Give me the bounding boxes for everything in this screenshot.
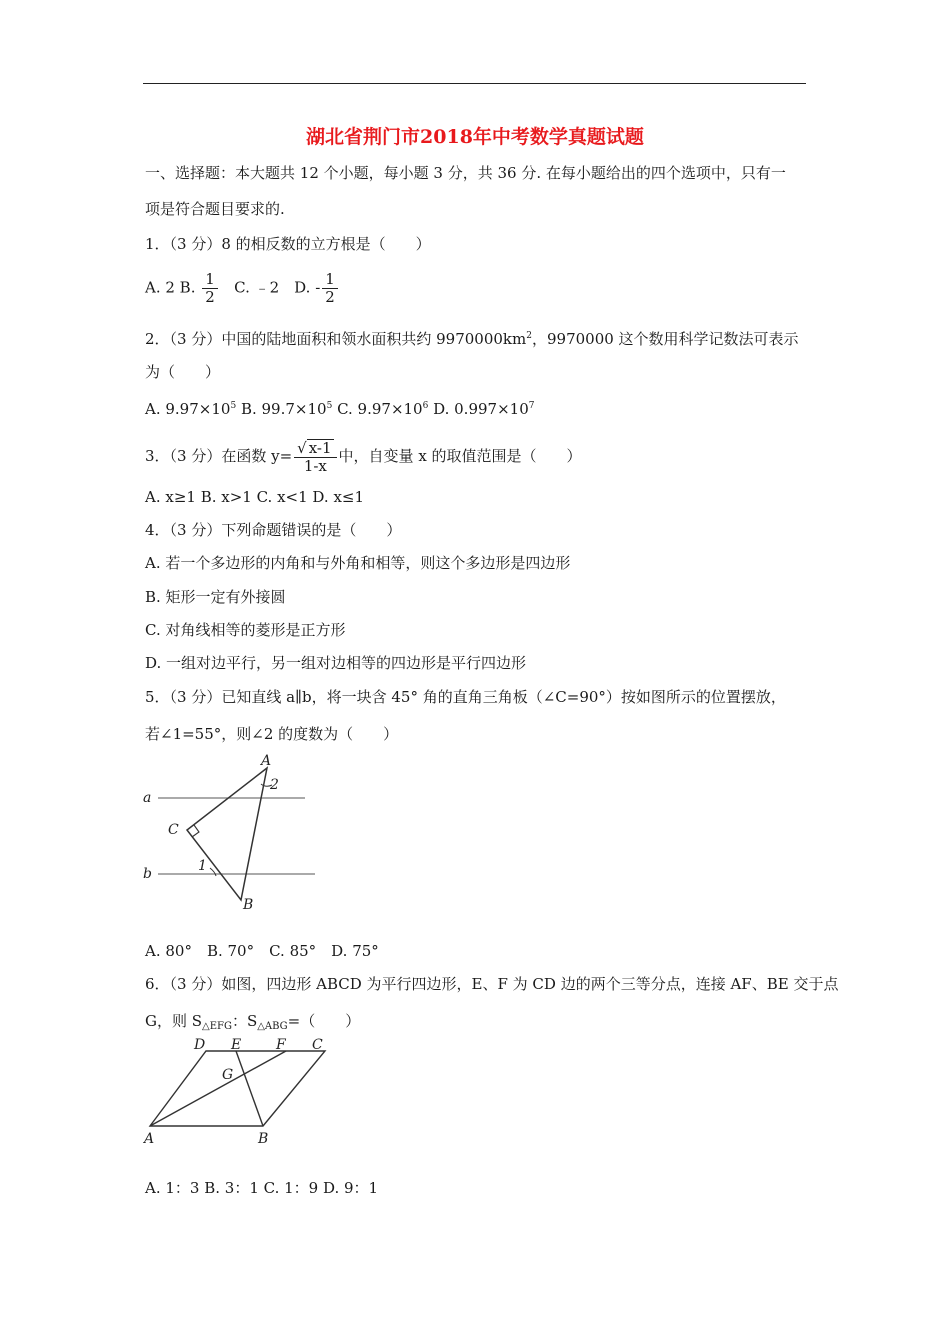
q5-stem-line-1: 5．（3 分）已知直线 a∥b，将一块含 45° 角的直角三角板（∠C=90°）按如图所示的位置摆放，	[145, 688, 786, 706]
label-C: C	[312, 1037, 323, 1053]
q3-stem-pre: 3．（3 分）在函数 y=	[145, 447, 293, 465]
q2-option-a: A. 9.97×10	[145, 400, 231, 418]
q3-options: A. x≥1 B. x>1 C. x<1 D. x≤1	[145, 488, 365, 506]
q5-figure	[140, 750, 330, 915]
q1-frac-b-num: 1	[202, 271, 218, 289]
q6-options: A. 1：3 B. 3：1 C. 1：9 D. 9：1	[145, 1179, 379, 1197]
q1-frac-b-den: 2	[205, 288, 215, 306]
q2-option-c-exp: 6	[422, 401, 429, 411]
q3-function-fraction	[294, 439, 336, 475]
intro-line-2: 项是符合题目要求的.	[145, 200, 285, 218]
q5-stem-line-2: 若∠1=55°，则∠2 的度数为（ ）	[145, 725, 399, 743]
q2-km-sup: 2	[526, 331, 532, 341]
right-angle-mark	[192, 825, 199, 837]
label-b: b	[143, 866, 152, 882]
label-E: E	[231, 1037, 242, 1053]
q2-stem-tail: ，9970000 这个数用科学记数法可表示	[531, 330, 799, 348]
q2-option-a-exp: 5	[230, 401, 237, 411]
label-B: B	[243, 897, 254, 913]
parallelogram-abcd	[150, 1051, 325, 1126]
label-A: A	[144, 1131, 155, 1147]
q6-stem-line-1: 6．（3 分）如图，四边形 ABCD 为平行四边形，E、F 为 CD 边的两个三等分点，连接 AF、BE 交于点	[145, 975, 839, 993]
q2-stem-line-2: 为（ ）	[145, 363, 221, 381]
label-angle-2: 2	[270, 777, 279, 793]
q4-option-c: C. 对角线相等的菱形是正方形	[145, 621, 346, 639]
label-a: a	[143, 790, 152, 806]
q6-stem2-pre: G，则 S	[145, 1012, 203, 1030]
q4-option-a: A. 若一个多边形的内角和与外角和相等，则这个多边形是四边形	[145, 554, 571, 572]
q1-frac-d-num: 1	[322, 271, 338, 289]
q4-option-b: B. 矩形一定有外接圆	[145, 588, 286, 606]
q6-sub-efg: △EFG	[202, 1021, 232, 1032]
q1-frac-d-sign: -	[315, 278, 321, 297]
q6-stem2-mid: ：S	[231, 1012, 258, 1030]
q2-option-c: C. 9.97×10	[332, 400, 423, 418]
q6-sub-abg: △ABG	[257, 1021, 288, 1032]
intro-line-1: 一、选择题：本大题共 12 个小题，每小题 3 分，共 36 分. 在每小题给出的四个选项中，只有一	[145, 164, 786, 182]
header-rule	[143, 83, 806, 84]
label-B: B	[258, 1131, 269, 1147]
angle-1-arc	[210, 868, 216, 876]
q3-stem-post: 中，自变量 x 的取值范围是（ ）	[338, 447, 582, 465]
label-F: F	[276, 1037, 286, 1053]
q2-stem-line-1	[145, 326, 799, 349]
segment-be	[236, 1051, 263, 1126]
q6-figure	[140, 1036, 340, 1150]
q2-option-b-exp: 5	[326, 401, 333, 411]
q4-option-d: D. 一组对边平行，另一组对边相等的四边形是平行四边形	[145, 654, 527, 672]
label-angle-1: 1	[198, 858, 207, 874]
label-G: G	[222, 1067, 234, 1083]
q1-options-cd: C. ﹣2 D.	[234, 278, 311, 297]
triangle-abc	[187, 768, 267, 900]
label-C: C	[168, 822, 179, 838]
q3-radicand: x-1	[308, 439, 332, 457]
q2-options	[145, 396, 534, 419]
q2-stem-text: 2．（3 分）中国的陆地面积和领水面积共约 9970000km	[145, 330, 527, 348]
label-A: A	[261, 753, 272, 769]
q2-option-d-exp: 7	[528, 401, 535, 411]
q2-option-d: D. 0.997×10	[428, 400, 529, 418]
q1-options-ab: A. 2 B.	[145, 278, 196, 297]
label-D: D	[194, 1037, 206, 1053]
q2-option-b: B. 99.7×10	[236, 400, 327, 418]
q6-stem2-post: =（ ）	[287, 1012, 361, 1030]
segment-af	[150, 1051, 286, 1126]
q4-stem: 4．（3 分）下列命题错误的是（ ）	[145, 521, 402, 539]
q1-fraction-b	[202, 271, 218, 306]
q3-frac-num: √ x-1	[294, 439, 336, 458]
page-title: 湖北省荆门市2018年中考数学真题试题	[306, 126, 644, 148]
q1-frac-d-den: 2	[325, 288, 335, 306]
q3-stem	[145, 439, 582, 475]
q1-fraction-d	[322, 271, 338, 306]
q3-frac-den: 1-x	[303, 457, 327, 475]
q6-stem-line-2	[145, 1011, 360, 1037]
q1-options	[145, 271, 340, 306]
q1-stem: 1．（3 分）8 的相反数的立方根是（ ）	[145, 235, 431, 253]
q5-options: A. 80° B. 70° C. 85° D. 75°	[145, 942, 379, 960]
